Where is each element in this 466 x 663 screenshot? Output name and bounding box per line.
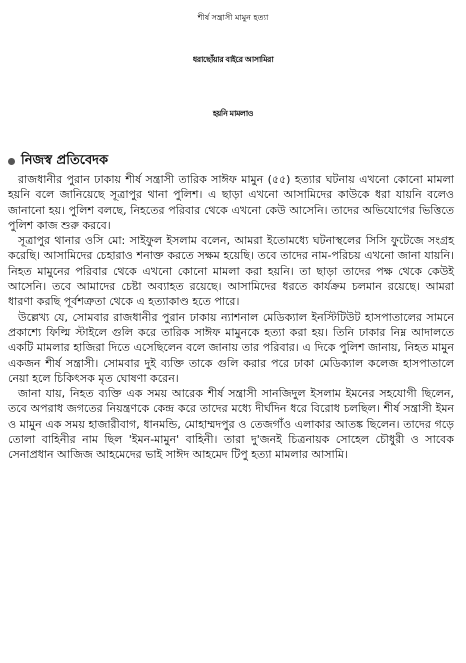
kicker-headline: শীর্ষ সন্ত্রাসী মামুন হত্যা: [197, 13, 269, 22]
headline-line-1: ধরাছোঁয়ার বাইরে আসামিরা: [192, 55, 274, 64]
byline-text: নিজস্ব প্রতিবেদক: [21, 153, 109, 168]
byline: [8, 152, 108, 170]
bullet-icon: [8, 158, 15, 165]
headline-line-2: হয়নি মামলাও: [212, 109, 254, 118]
paragraph-3: উল্লেখ্য যে, সোমবার রাজধানীর পুরান ঢাকায় ন্যাশনাল মেডিক্যাল ইনস্টিটিউট হাসপাতালের সামনে প্রকাশ্যে ফিল্মি স্টাইলে গুলি করে তারিক সাঈফ মামুনকে হত্যা করা হয়। তিনি ঢাকার নিম্ন আদালতে একটি মামলার হাজিরা দিতে এসেছিলেন বলে জানায় তার পরিবার। এ দিকে পুলিশ জানায়, নিহত মামুন একজন শীর্ষ সন্ত্রাসী। সোমবার দুই ব্যক্তি তাকে গুলি করার পরে ঢাকা মেডিক্যাল কলেজ হাসপাতালে নেয়া হলে চিকিৎসক মৃত ঘোষণা করেন।: [8, 310, 454, 385]
paragraph-2: সূত্রাপুর থানার ওসি মো: সাইফুল ইসলাম বলেন, আমরা ইতোমধ্যে ঘটনাস্থলের সিসি ফুটেজে সংগ্রহ করেছি। আসামিদের চেহারাও শনাক্ত করতে সক্ষম হয়েছি। তবে তাদের নাম-পরিচয় এখনো জানা যায়নি। নিহত মামুনের পরিবার থেকে এখনো কোনো মামলা করা হয়নি। তা ছাড়া তাদের পক্ষ থেকে কেউই আসেনি। তবে আমাদের চেষ্টা অব্যাহত রয়েছে। আসামিদের ধরতে কার্যক্রম চলমান রয়েছে। আমরা ধারণা করছি পূর্বশত্রুতা থেকে এ হত্যাকাণ্ড হতে পারে।: [8, 234, 454, 309]
paragraph-4: জানা যায়, নিহত ব্যক্তি এক সময় আরেক শীর্ষ সন্ত্রাসী সানজিদুল ইসলাম ইমনের সহযোগী ছিলেন, তবে অপরাধ জগতের নিয়ন্ত্রণকে কেন্দ্র করে তাদের মধ্যে দীর্ঘদিন ধরে বিরোধ চলছিল। শীর্ষ সন্ত্রাসী ইমন ও মামুন এক সময় হাজারীবাগ, ধানমন্ডি, মোহাম্মদপুর ও তেজগাঁও এলাকার আতঙ্ক ছিলেন। তাদের গড়ে তোলা বাহিনীর নাম ছিল 'ইমন-মামুন' বাহিনী। তারা দু'জনই চিত্রনায়ক সোহেল চৌধুরী ও সাবেক সেনাপ্রধান আজিজ আহমেদের ভাই সাঈদ আহমেদ টিপু হত্যা মামলার আসামি।: [8, 387, 454, 462]
paragraph-1: রাজধানীর পুরান ঢাকায় শীর্ষ সন্ত্রাসী তারিক সাঈফ মামুন (৫৫) হত্যার ঘটনায় এখনো কোনো মামলা হয়নি বলে জানিয়েছে সূত্রাপুর থানা পুলিশ। এ ছাড়া এখনো আসামিদের কাউকে ধরা যায়নি বলেও জানানো হয়। পুলিশ বলছে, নিহতের পরিবার থেকে এখনো কেউ আসেনি। তাদের অভিযোগের ভিত্তিতে পুলিশ কাজ শুরু করবে।: [8, 173, 454, 232]
article-body: [8, 172, 454, 463]
